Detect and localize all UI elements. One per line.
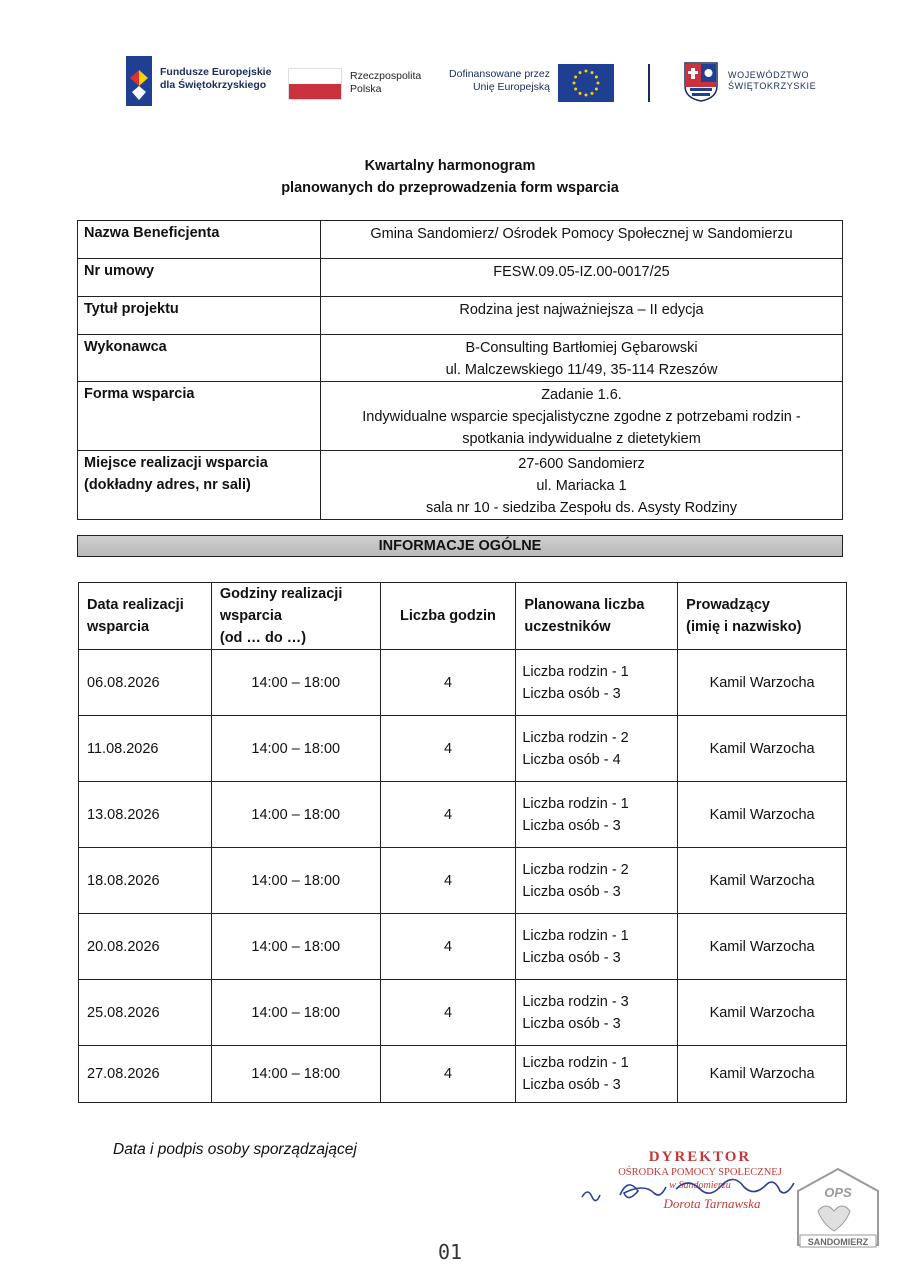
cell-participants (516, 1046, 678, 1103)
schedule-header-row (79, 583, 847, 650)
cell-count: 4 (380, 1046, 516, 1103)
info-row-nr-umowy (78, 259, 843, 297)
signature-label: Data i podpis osoby sporządzającej (113, 1141, 357, 1158)
column-header-line: (imię i nazwisko) (686, 619, 802, 635)
info-row-miejsce-realizacji (78, 451, 843, 520)
cell-count: 4 (380, 914, 516, 980)
table-row (79, 782, 847, 848)
table-row (79, 848, 847, 914)
cell-count: 4 (380, 782, 516, 848)
cell-hours: 14:00 – 18:00 (211, 1046, 380, 1103)
stamp-line: w Sandomierzu (669, 1180, 731, 1191)
eu-logo-line2: Unię Europejską (472, 81, 550, 93)
cell-families: Liczba rodzin - 2 (522, 729, 629, 746)
cell-count: 4 (380, 716, 516, 782)
info-value-line: B-Consulting Bartłomiej Gębarowski (465, 340, 698, 356)
cell-hours: 14:00 – 18:00 (211, 716, 380, 782)
info-label: Forma wsparcia (78, 382, 321, 451)
pl-logo-line1: Rzeczpospolita (350, 70, 422, 82)
stamp-line: DYREKTOR (648, 1149, 752, 1165)
woj-logo-line1: WOJEWÓDZTWO (728, 70, 810, 80)
column-header-lead (678, 583, 847, 650)
document-title-line1: Kwartalny harmonogram (364, 158, 536, 174)
info-label (78, 451, 321, 520)
cell-families: Liczba rodzin - 1 (522, 795, 629, 812)
column-header-line: Liczba godzin (400, 608, 496, 624)
cell-persons: Liczba osób - 3 (522, 817, 621, 834)
cell-persons: Liczba osób - 3 (522, 685, 621, 702)
cell-date: 13.08.2026 (79, 782, 212, 848)
table-row (79, 980, 847, 1046)
info-value (321, 451, 843, 520)
info-value (321, 221, 843, 259)
info-row-beneficjent (78, 221, 843, 259)
info-label-line: (dokładny adres, nr sali) (84, 477, 251, 493)
director-stamp (580, 1145, 880, 1255)
cell-families: Liczba rodzin - 1 (522, 663, 629, 680)
document-title (0, 155, 900, 199)
logo-divider (648, 64, 650, 102)
eu-flag-icon (558, 64, 614, 102)
cell-hours: 14:00 – 18:00 (211, 782, 380, 848)
info-value (321, 382, 843, 451)
cell-participants (516, 980, 678, 1046)
info-row-wykonawca (78, 335, 843, 382)
stamp-line: Dorota Tarnawska (663, 1196, 761, 1211)
info-value-line: sala nr 10 - siedziba Zespołu ds. Asysty Rodziny (425, 500, 738, 516)
info-value-line: FESW.09.05-IZ.00-0017/25 (493, 264, 670, 280)
page-number: 01 (437, 1240, 463, 1264)
pl-logo-line2: Polska (350, 83, 382, 95)
column-header-line: (od … do …) (219, 630, 307, 646)
fundusze-europejskie-icon (126, 56, 152, 106)
info-value (321, 297, 843, 335)
cell-persons: Liczba osób - 3 (522, 883, 621, 900)
fe-logo-line2: dla Świętokrzyskiego (160, 79, 267, 91)
cell-date: 18.08.2026 (79, 848, 212, 914)
cell-participants (516, 650, 678, 716)
column-header-hours (211, 583, 380, 650)
info-value-line: ul. Malczewskiego 11/49, 35-114 Rzeszów (445, 362, 718, 378)
info-label: Wykonawca (78, 335, 321, 382)
cell-date: 27.08.2026 (79, 1046, 212, 1103)
column-header-line: Data realizacji (87, 597, 184, 613)
cell-persons: Liczba osób - 3 (522, 1015, 621, 1032)
column-header-participants (516, 583, 678, 650)
wojewodztwo-swietokrzyskie-logo (684, 62, 844, 104)
info-row-tytul-projektu (78, 297, 843, 335)
ops-badge-text: OPS (824, 1185, 852, 1200)
unia-europejska-logo (446, 64, 616, 104)
cell-lead: Kamil Warzocha (678, 716, 847, 782)
info-value-line: 27-600 Sandomierz (518, 456, 645, 472)
info-value-line: ul. Mariacka 1 (536, 478, 627, 494)
table-row (79, 1046, 847, 1103)
cell-count: 4 (380, 980, 516, 1046)
cell-participants (516, 716, 678, 782)
cell-persons: Liczba osób - 4 (522, 751, 621, 768)
cell-hours: 14:00 – 18:00 (211, 914, 380, 980)
cell-lead: Kamil Warzocha (678, 980, 847, 1046)
info-label: Nr umowy (78, 259, 321, 297)
cell-count: 4 (380, 848, 516, 914)
info-value-line: Zadanie 1.6. (541, 387, 622, 403)
schedule-body (79, 650, 847, 1103)
ops-sandomierz-logo (798, 1169, 878, 1247)
info-value (321, 259, 843, 297)
info-label-line: Miejsce realizacji wsparcia (84, 455, 268, 471)
ops-badge-text: SANDOMIERZ (807, 1237, 869, 1247)
info-value-line: Indywidualne wsparcie specjalistyczne zgodne z potrzebami rodzin - (362, 409, 801, 425)
column-header-line: Planowana liczba (524, 597, 645, 613)
info-value-line: Gmina Sandomierz/ Ośrodek Pomocy Społecznej w Sandomierzu (370, 226, 793, 242)
document-title-line2: planowanych do przeprowadzenia form wsparcia (281, 180, 619, 196)
project-info-table (77, 220, 843, 520)
cell-date: 11.08.2026 (79, 716, 212, 782)
cell-lead: Kamil Warzocha (678, 1046, 847, 1103)
cell-date: 06.08.2026 (79, 650, 212, 716)
column-header-count (380, 583, 516, 650)
info-value (321, 335, 843, 382)
column-header-line: Prowadzący (686, 597, 770, 613)
polish-flag-icon (288, 68, 342, 100)
cell-persons: Liczba osób - 3 (522, 949, 621, 966)
cell-date: 20.08.2026 (79, 914, 212, 980)
woj-logo-line2: ŚWIĘTOKRZYSKIE (728, 81, 817, 91)
schedule-table (78, 582, 847, 1103)
cell-persons: Liczba osób - 3 (522, 1077, 621, 1093)
fe-logo-line1: Fundusze Europejskie (160, 66, 272, 78)
fundusze-europejskie-logo (126, 56, 286, 106)
table-row (79, 914, 847, 980)
swietokrzyskie-crest-icon (684, 62, 718, 102)
cell-lead: Kamil Warzocha (678, 782, 847, 848)
column-header-line: Godziny realizacji (219, 586, 343, 602)
info-value-line: spotkania indywidualne z dietetykiem (462, 431, 701, 447)
column-header-line: uczestników (524, 619, 611, 635)
cell-participants (516, 848, 678, 914)
section-header: INFORMACJE OGÓLNE (77, 535, 843, 557)
info-label: Nazwa Beneficjenta (78, 221, 321, 259)
cell-families: Liczba rodzin - 2 (522, 861, 629, 878)
column-header-date (79, 583, 212, 650)
rzeczpospolita-polska-logo (288, 68, 428, 104)
column-header-line: wsparcia (87, 619, 150, 635)
cell-hours: 14:00 – 18:00 (211, 980, 380, 1046)
cell-participants (516, 782, 678, 848)
table-row (79, 650, 847, 716)
cell-hours: 14:00 – 18:00 (211, 650, 380, 716)
cell-participants (516, 914, 678, 980)
cell-families: Liczba rodzin - 1 (522, 927, 629, 944)
cell-date: 25.08.2026 (79, 980, 212, 1046)
table-row (79, 716, 847, 782)
cell-lead: Kamil Warzocha (678, 914, 847, 980)
cell-lead: Kamil Warzocha (678, 848, 847, 914)
cell-lead: Kamil Warzocha (678, 650, 847, 716)
column-header-line: wsparcia (219, 608, 282, 624)
cell-count: 4 (380, 650, 516, 716)
cell-hours: 14:00 – 18:00 (211, 848, 380, 914)
info-label: Tytuł projektu (78, 297, 321, 335)
stamp-line: OŚRODKA POMOCY SPOŁECZNEJ (618, 1167, 782, 1178)
info-value-line: Rodzina jest najważniejsza – II edycja (459, 302, 704, 318)
info-row-forma-wsparcia (78, 382, 843, 451)
cell-families: Liczba rodzin - 3 (522, 993, 629, 1010)
eu-logo-line1: Dofinansowane przez (449, 68, 550, 80)
cell-families: Liczba rodzin - 1 (522, 1055, 629, 1071)
